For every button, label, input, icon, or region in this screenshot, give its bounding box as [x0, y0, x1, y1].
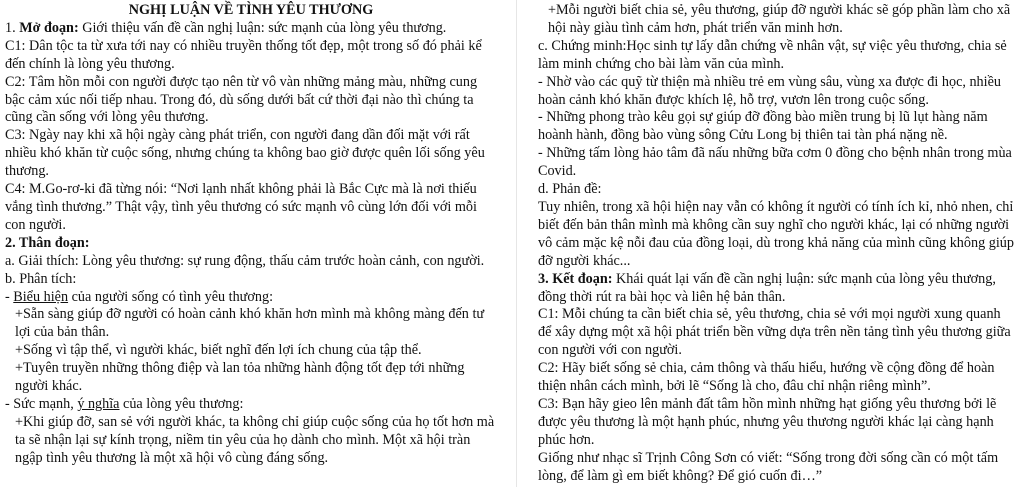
right-column — [538, 2, 1017, 485]
phan-de-heading: d. Phản đề: — [538, 181, 602, 198]
ket-doan-quote: Giống như nhạc sĩ Trịnh Công Sơn có viết: “Sống trong đời sống cần có một tấm lòng, để làm gì em biết không? Để gió cuốn đi…” — [538, 449, 999, 484]
mo-doan-number: 1. — [5, 19, 20, 36]
suc-manh-prefix: - Sức mạnh, — [5, 395, 78, 412]
giai-thich: a. Giải thích: Lòng yêu thương: sự rung động, thấu cảm trước hoàn cảnh, con người. — [5, 252, 485, 269]
chung-minh-item-2: - Những phong trào kêu gọi sự giúp đỡ đồng bào miền trung bị lũ lụt hàng năm hoành hành, đồng bào vùng sông Cửu Long bị thiên tai tàn phá nặng nề. — [538, 109, 988, 144]
document-title: NGHỊ LUẬN VỀ TÌNH YÊU THƯƠNG — [128, 2, 374, 18]
bieu-hien-item-1: +Sẵn sàng giúp đỡ người có hoàn cảnh khó khăn hơn mình mà không màng đến tư lợi của bản thân. — [15, 306, 485, 341]
mo-doan-c3: C3: Ngày nay khi xã hội ngày càng phát triển, con người đang dần đối mặt với rất nhiều khó khăn từ cuộc sống, nhưng chúng ta không bao giờ được quên lối sống yêu thương. — [5, 127, 485, 180]
chung-minh-heading: c. Chứng minh:Học sinh tự lấy dẫn chứng về nhân vật, sự việc yêu thương, chia sẻ làm minh chứng cho bài làm văn của mình. — [538, 37, 1007, 72]
mo-doan-paragraph — [5, 20, 497, 38]
bieu-hien-label: Biểu hiện — [13, 288, 69, 305]
than-doan-label: 2. Thân đoạn: — [5, 234, 90, 251]
phan-de-text: Tuy nhiên, trong xã hội hiện nay vẫn có không ít người có tính ích kỉ, nhỏ nhen, chỉ biết đến bản thân mình mà không cần suy nghĩ cho người khác, lại có những người vô cảm mặc kệ nỗi đau của đồng loại, dù trong khả năng của mình cũng không giúp đỡ người khác... — [538, 198, 1014, 269]
than-doan-heading — [5, 235, 497, 253]
mo-doan-c1: C1: Dân tộc ta từ xưa tới nay có nhiều truyền thống tốt đẹp, một trong số đó phải kể đến chính là lòng yêu thương. — [5, 37, 482, 72]
bieu-hien-dash: - — [5, 288, 14, 305]
phan-tich-heading: b. Phân tích: — [5, 270, 77, 287]
ket-doan-c1: C1: Mỗi chúng ta cần biết chia sẻ, yêu thương, chia sẻ với mọi người xung quanh để xây dựng một xã hội phát triển bền vững dựa trên nền tảng tình yêu thương giữa con người với con người. — [538, 306, 1011, 359]
column-divider — [516, 0, 517, 487]
ket-doan-c3: C3: Bạn hãy gieo lên mảnh đất tâm hồn mình những hạt giống yêu thương bởi lẽ được yêu thương là một hạnh phúc, nhưng yêu thương người khác lại càng hạnh phúc hơn. — [538, 395, 997, 448]
mo-doan-label: Mở đoạn: — [19, 19, 79, 36]
left-column — [5, 2, 497, 468]
suc-manh-rest: của lòng yêu thương: — [119, 395, 244, 412]
suc-manh-heading — [5, 396, 497, 414]
bieu-hien-rest: của người sống có tình yêu thương: — [68, 288, 274, 305]
chung-minh-item-3: - Những tấm lòng hảo tâm đã nấu những bữa cơm 0 đồng cho bệnh nhân trong mùa Covid. — [538, 145, 1012, 180]
ket-doan-c2: C2: Hãy biết sống sẻ chia, cảm thông và thấu hiểu, hướng về cộng đồng để hoàn thiện nhân cách mình, bởi lẽ “Sống là cho, đâu chỉ nhận riêng mình”. — [538, 360, 995, 395]
bieu-hien-heading — [5, 289, 497, 307]
ket-doan-paragraph — [538, 271, 1017, 307]
ket-doan-label: 3. Kết đoạn: — [538, 270, 613, 287]
chung-minh-item-1: - Nhờ vào các quỹ từ thiện mà nhiều trẻ em vùng sâu, vùng xa được đi học, nhiều hoàn cảnh khó khăn được khích lệ, hỗ trợ, vươn lên trong cuộc sống. — [538, 73, 1001, 108]
suc-manh-item-2: +Mỗi người biết chia sẻ, yêu thương, giúp đỡ người khác sẽ góp phần làm cho xã hội này giàu tình cảm hơn, phát triển văn minh hơn. — [548, 2, 1011, 36]
bieu-hien-item-3: +Tuyên truyền những thông điệp và lan tỏa những hành động tốt đẹp tới những người khác. — [15, 360, 465, 395]
mo-doan-c2: C2: Tâm hồn mỗi con người được tạo nên từ vô vàn những mảng màu, những cung bậc cảm xúc nối tiếp nhau. Trong đó, dù sống dưới bất cứ thời đại nào thì chúng ta cũng cần sống với lòng yêu thương. — [5, 73, 478, 126]
suc-manh-label: ý nghĩa — [77, 395, 120, 412]
mo-doan-c4: C4: M.Go-rơ-ki đã từng nói: “Nơi lạnh nhất không phải là Bắc Cực mà là nơi thiếu vắng tình thương.” Thật vậy, tình yêu thương có sức mạnh vô cùng lớn đối với mỗi con người. — [5, 181, 477, 233]
bieu-hien-item-2: +Sống vì tập thể, vì người khác, biết nghĩ đến lợi ích chung của tập thể. — [15, 342, 422, 359]
mo-doan-text: Giới thiệu vấn đề cần nghị luận: sức mạnh của lòng yêu thương. — [78, 19, 447, 36]
ket-doan-text: Khái quát lại vấn đề cần nghị luận: sức mạnh của lòng yêu thương, đồng thời rút ra bài học và liên hệ bản thân. — [538, 270, 996, 305]
suc-manh-item-1: +Khi giúp đỡ, san sẻ với người khác, ta không chỉ giúp cuộc sống của họ tốt hơn mà ta sẽ nhận lại sự kính trọng, niềm tin yêu của họ dành cho mình. Một xã hội tràn ngập tình yêu thương là một xã hội vô cùng đáng sống. — [15, 413, 495, 466]
